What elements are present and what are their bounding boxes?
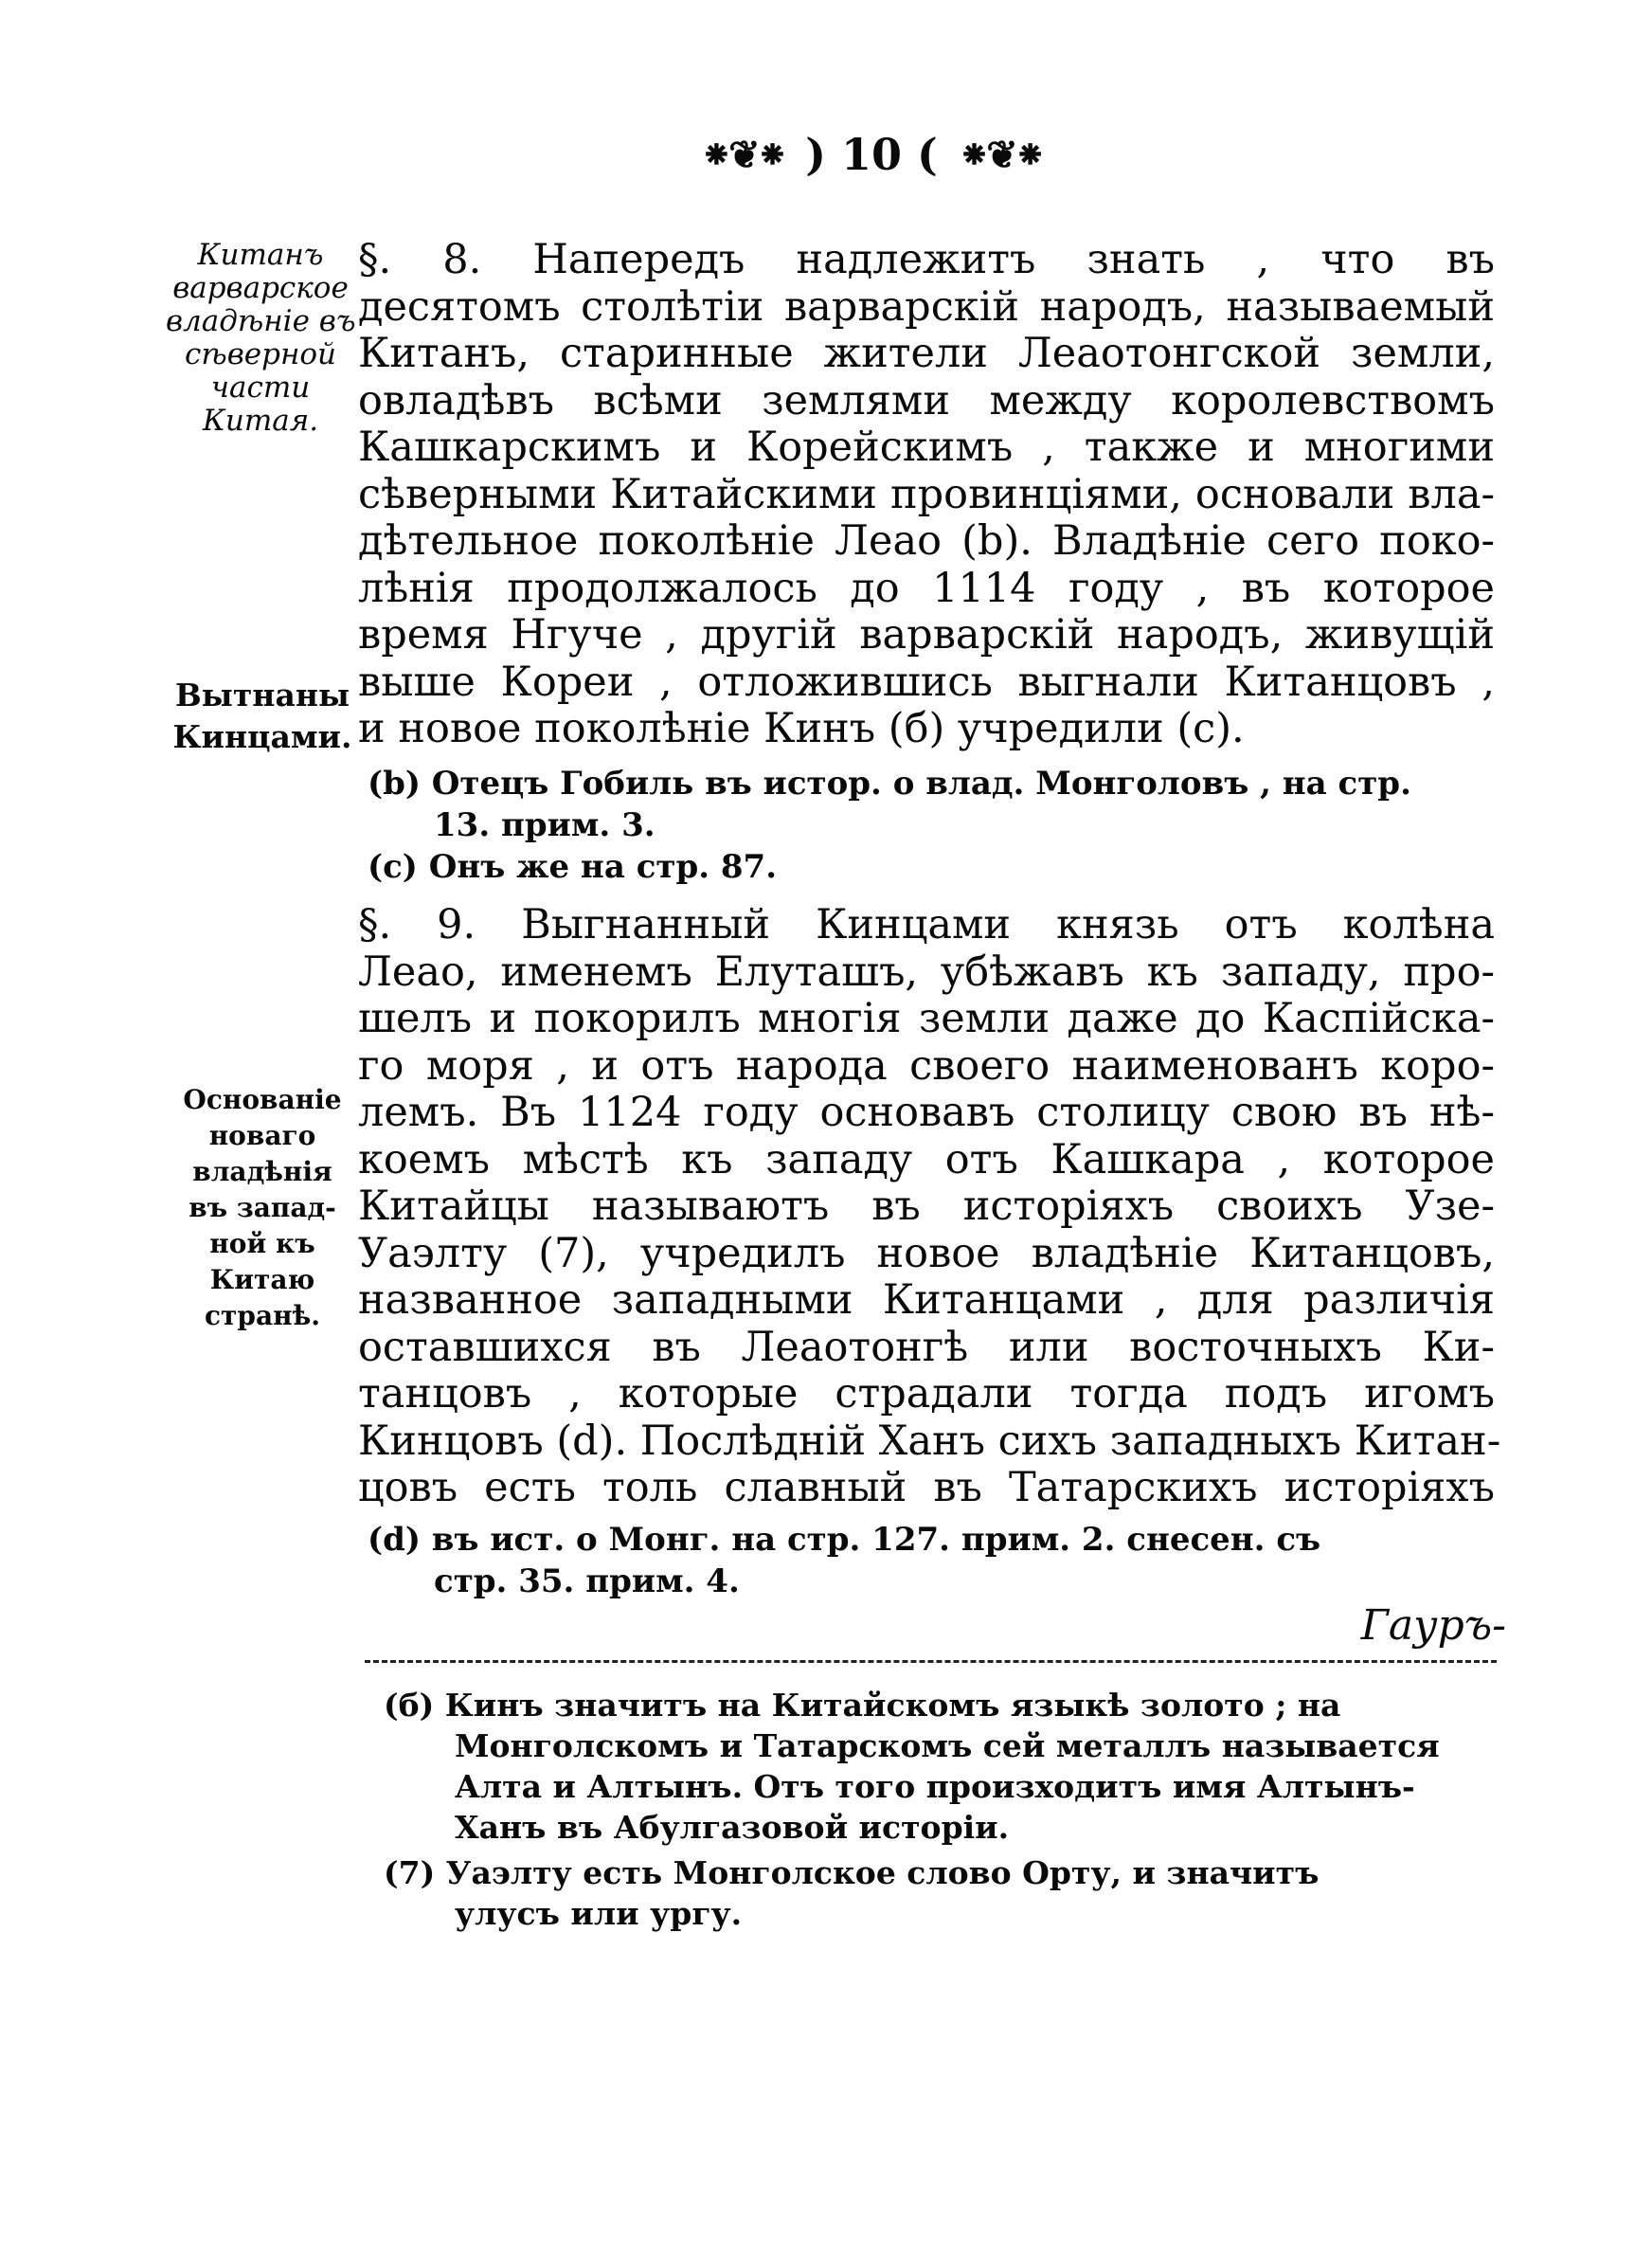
text-line: Китанъ, старинные жители Леаотонгской земли, — [358, 330, 1495, 377]
footnote-line: стр. 35. прим. 4. — [434, 1562, 740, 1600]
footnote-d — [368, 1519, 1495, 1602]
text-line: го моря , и отъ народа своего наименованъ коро- — [358, 1041, 1495, 1090]
margin-line: сѣверной — [185, 337, 336, 371]
text-line: коемъ мѣстѣ къ западу отъ Кашкара , которое — [358, 1135, 1495, 1183]
margin-note-expelled — [172, 675, 352, 758]
footnote-line: (b) Отецъ Гобиль въ истор. о влад. Монголовъ , на стр. — [368, 765, 1411, 803]
page-number: ) 10 ( — [805, 129, 938, 180]
text-line: цовъ есть толь славный въ Татарскихъ исторіяхъ — [358, 1464, 1495, 1511]
catchword: Гауръ- — [1360, 1601, 1506, 1650]
running-head — [606, 121, 1137, 188]
ornament-left-icon: ⁕❦⁕ — [700, 132, 785, 177]
margin-note-new-domain — [182, 1082, 343, 1334]
text-line: сѣверными Китайскими провинціями, основали вла- — [358, 470, 1495, 518]
text-line: шелъ и покорилъ многія земли даже до Каспійска- — [358, 995, 1495, 1042]
text-line: Леао, именемъ Елуташъ, убѣжавъ къ западу, про- — [358, 948, 1495, 996]
footnote-line: (d) въ ист. о Монг. на стр. 127. прим. 2. снесен. съ — [368, 1521, 1321, 1559]
text-line: Кашкарскимъ и Корейскимъ , также и многими — [358, 424, 1495, 471]
margin-line: Основаніе — [183, 1084, 342, 1115]
footnote-7 — [384, 1852, 1501, 1934]
footnote-line: Монголскомъ и Татарскомъ сей металлъ называется — [455, 1727, 1440, 1764]
footnote-line: улусъ или ургу. — [455, 1895, 743, 1932]
text-line: дѣтельное поколѣніе Леао (b). Владѣніе сего поко- — [358, 517, 1495, 565]
footnote-line: Алта и Алтынъ. Отъ того произходитъ имя Алтынъ- — [455, 1768, 1415, 1805]
margin-line: владѣнія — [192, 1156, 332, 1187]
ornament-right-icon: ⁕❦⁕ — [958, 132, 1043, 177]
margin-line: Вытнаны — [174, 677, 350, 713]
text-line: танцовъ , которые страдали тогда подъ игомъ — [358, 1370, 1495, 1417]
text-line: лемъ. Въ 1124 году основавъ столицу свою въ нѣ- — [358, 1089, 1495, 1136]
margin-line: Китая. — [202, 404, 319, 438]
footnote-line: (с) Онъ же на стр. 87. — [368, 848, 778, 886]
margin-line: ной къ — [209, 1228, 315, 1259]
margin-line: Кинцами. — [172, 718, 352, 755]
text-line: время Нгуче , другій варварскій народъ, живущій — [358, 611, 1495, 659]
footnote-line: (б) Кинъ значитъ на Китайскомъ языкѣ золото ; на — [384, 1687, 1341, 1724]
section-8 — [358, 237, 1495, 753]
margin-line: странѣ. — [204, 1300, 321, 1331]
margin-line: части — [210, 370, 311, 405]
text-line: оставшихся въ Леаотонгѣ или восточныхъ Ки- — [358, 1323, 1495, 1371]
footnote-line: Ханъ въ Абулгазовой исторіи. — [455, 1809, 1010, 1846]
text-line: овладѣвъ всѣми землями между королевствомъ — [358, 376, 1495, 424]
footnote-separator — [365, 1660, 1497, 1663]
margin-note-kitan — [166, 239, 355, 438]
margin-line: владѣніе въ — [166, 304, 356, 338]
margin-line: Китаю — [209, 1264, 315, 1295]
text-line: выше Кореи , отложившись выгнали Китанцовъ , — [358, 658, 1495, 706]
text-line: названное западными Китанцами , для различія — [358, 1276, 1495, 1324]
footnotes-b-c — [368, 763, 1495, 888]
text-line: §. 9. Выгнанный Кинцами князь отъ колѣна — [358, 901, 1495, 948]
margin-line: новаго — [208, 1120, 316, 1151]
text-line: Уаэлту (7), учредилъ новое владѣніе Китанцовъ, — [358, 1229, 1495, 1277]
section-9 — [358, 901, 1501, 1512]
text-line: и новое поколѣніе Кинъ (б) учредили (с). — [358, 705, 1245, 752]
footnote-line: (7) Уаэлту есть Монголское слово Орту, и значитъ — [384, 1854, 1320, 1891]
text-line: десятомъ столѣтіи варварскій народъ, называемый — [358, 282, 1495, 331]
text-line: Кинцовъ (d). Послѣдній Ханъ сихъ западныхъ Китан- — [358, 1417, 1501, 1465]
text-line: Китайцы называютъ въ исторіяхъ своихъ Узе- — [358, 1183, 1495, 1230]
margin-line: Китанъ — [197, 238, 324, 272]
text-line: лѣнія продолжалось до 1114 году , въ которое — [358, 564, 1495, 612]
text-line: §. 8. Напередъ надлежитъ знать , что въ — [358, 236, 1495, 283]
footnote-line: 13. прим. 3. — [434, 806, 655, 844]
footnote-6 — [384, 1685, 1501, 1848]
margin-line: въ запад- — [189, 1192, 336, 1223]
margin-line: варварское — [172, 271, 349, 305]
